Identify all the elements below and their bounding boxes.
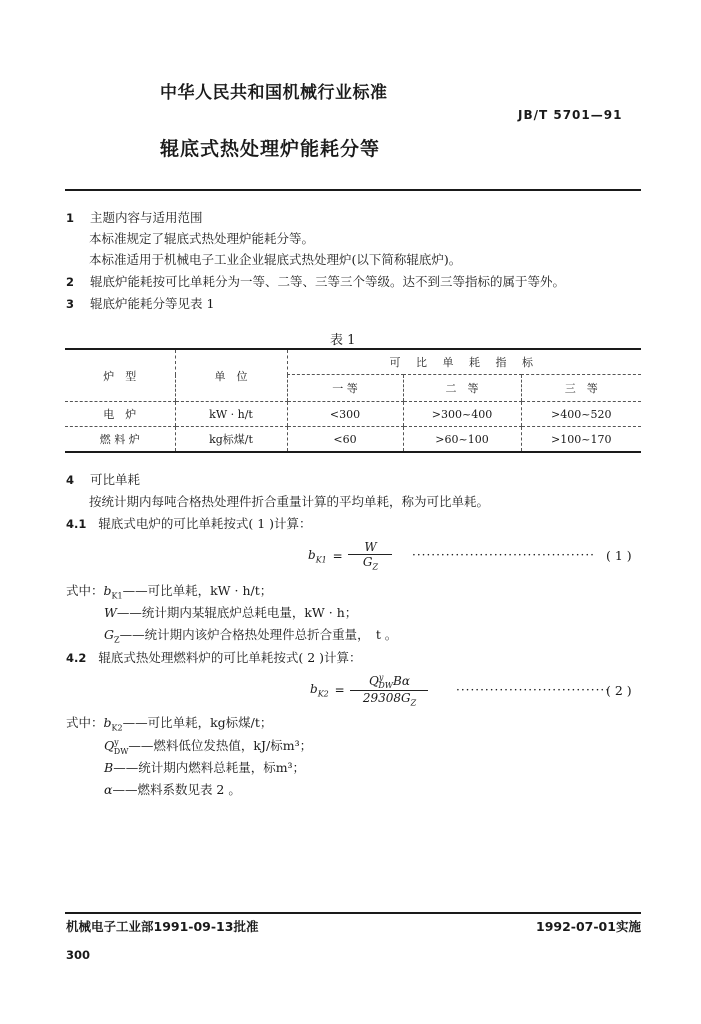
where-clause-2-b: $Q^y_{DW}——$燃料低位发热值，kJ/标m³； — [104, 737, 313, 756]
formula-1-numerator: W — [348, 540, 392, 555]
formula-1 — [308, 540, 392, 571]
page-number: 300 — [66, 948, 91, 962]
section-number: 3 — [66, 297, 75, 311]
approval-date: 机械电子工业部1991-09-13批准 — [66, 919, 259, 934]
formula-2-denominator: $29308G_Z$ — [362, 691, 417, 708]
header-unit: 单 位 — [175, 349, 287, 402]
section-3 — [66, 294, 214, 312]
cell-grade-2: >60~100 — [403, 427, 521, 453]
cell-furnace-type: 燃 料 炉 — [65, 427, 175, 453]
cell-grade-1: <300 — [287, 402, 403, 427]
table-row — [65, 402, 641, 427]
variable: b — [103, 583, 112, 598]
variable-definition: ——统计期内燃料总耗量，标m³； — [113, 760, 306, 775]
cell-grade-3: >400~520 — [521, 402, 641, 427]
where-clause-2-a: 式中：$b_{K2}——$可比单耗，kg标煤/t； — [66, 715, 273, 733]
variable: α — [104, 782, 113, 797]
energy-grade-table — [65, 348, 641, 453]
section-4-paragraph: 按统计期内每吨合格热处理件折合重量计算的平均单耗，称为可比单耗。 — [89, 494, 490, 509]
header-furnace-type: 炉 型 — [65, 349, 175, 402]
formula-1-fraction — [348, 540, 392, 571]
variable: W — [104, 605, 117, 620]
section-4-1 — [66, 514, 312, 532]
variable-definition: ——统计期内该炉合格热处理件总折合重量， t 。 — [119, 627, 398, 642]
cell-unit: kg标煤/t — [175, 427, 287, 453]
where-label: 式中： — [66, 715, 104, 730]
header-grade-2: 二 等 — [403, 375, 521, 402]
variable: b — [103, 715, 112, 730]
section-4-2 — [66, 648, 362, 666]
cell-grade-2: >300~400 — [403, 402, 521, 427]
where-clause-2-d — [104, 780, 241, 798]
cell-furnace-type: 电 炉 — [65, 402, 175, 427]
where-clause-1-b — [104, 603, 357, 621]
formula-1-equals: = — [332, 548, 343, 563]
formula-2-numerator: $Q^y_{DW}B\alpha$ — [350, 673, 428, 691]
section-number: 2 — [66, 275, 75, 289]
where-clause-1-c: $G_Z——$统计期内该炉合格热处理件总折合重量， t 。 — [104, 627, 398, 645]
section-1-paragraph-1: 本标准规定了辊底式热处理炉能耗分等。 — [89, 231, 315, 246]
where-clause-1-a: 式中：$b_{K1}——$可比单耗，kW · h/t； — [66, 583, 273, 601]
table-row — [65, 427, 641, 453]
standard-organization: 中华人民共和国机械行业标准 — [160, 83, 388, 103]
header-grade-3: 三 等 — [521, 375, 641, 402]
section-1-paragraph-2: 本标准适用于机械电子工业企业辊底式热处理炉(以下简称辊底炉)。 — [89, 252, 462, 267]
section-1-heading — [66, 208, 203, 226]
section-4-heading — [66, 470, 140, 488]
formula-1-lhs: $b_{K1}$ — [308, 547, 327, 564]
formula-1-denominator: $G_Z$ — [362, 555, 379, 572]
where-label: 式中： — [66, 583, 104, 598]
standard-code: JB/T 5701—91 — [518, 108, 623, 122]
formula-2 — [310, 673, 428, 708]
variable-definition: ——可比单耗，kg标煤/t； — [122, 715, 273, 730]
formula-2-fraction — [350, 673, 428, 708]
formula-2-equals: = — [334, 683, 345, 698]
cell-unit: kW · h/t — [175, 402, 287, 427]
formula-2-lhs: $b_{K2}$ — [310, 682, 329, 699]
table-caption: 表 1 — [330, 333, 356, 348]
section-number: 4 — [66, 473, 75, 487]
variable-definition: ——燃料低位发热值，kJ/标m³； — [128, 738, 313, 753]
formula-2-number: ( 2 ) — [606, 683, 632, 698]
header-grade-1: 一 等 — [287, 375, 403, 402]
footer-rule — [65, 912, 641, 914]
section-text: 辊底式热处理燃料炉的可比单耗按式( 2 )计算： — [98, 650, 362, 665]
document-title: 辊底式热处理炉能耗分等 — [160, 138, 381, 160]
formula-1-leader: ······································ — [412, 548, 595, 562]
section-number: 4.2 — [66, 651, 87, 665]
section-text: 辊底炉能耗分等见表 1 — [90, 296, 215, 311]
section-number: 4.1 — [66, 517, 87, 531]
section-text: 辊底式电炉的可比单耗按式( 1 )计算： — [98, 516, 312, 531]
variable: Q — [104, 738, 115, 753]
cell-grade-3: >100~170 — [521, 427, 641, 453]
variable-definition: ——可比单耗，kW · h/t； — [122, 583, 273, 598]
header-comparable-consumption: 可 比 单 耗 指 标 — [287, 349, 641, 375]
where-clause-2-c — [104, 758, 305, 776]
section-number: 1 — [66, 211, 75, 225]
variable: B — [104, 760, 114, 775]
variable-definition: ——统计期内某辊底炉总耗电量，kW · h； — [116, 605, 358, 620]
cell-grade-1: <60 — [287, 427, 403, 453]
variable: G — [104, 627, 114, 642]
implementation-date: 1992-07-01实施 — [536, 919, 641, 934]
section-text: 辊底炉能耗按可比单耗分为一等、二等、三等三个等级。达不到三等指标的属于等外。 — [90, 274, 566, 289]
formula-2-leader: ································ — [456, 683, 611, 697]
header-rule — [65, 189, 641, 191]
section-2 — [66, 272, 565, 290]
section-title: 主题内容与适用范围 — [90, 210, 203, 225]
formula-1-number: ( 1 ) — [606, 548, 632, 563]
variable-definition: ——燃料系数见表 2 。 — [112, 782, 241, 797]
section-title: 可比单耗 — [90, 472, 141, 487]
